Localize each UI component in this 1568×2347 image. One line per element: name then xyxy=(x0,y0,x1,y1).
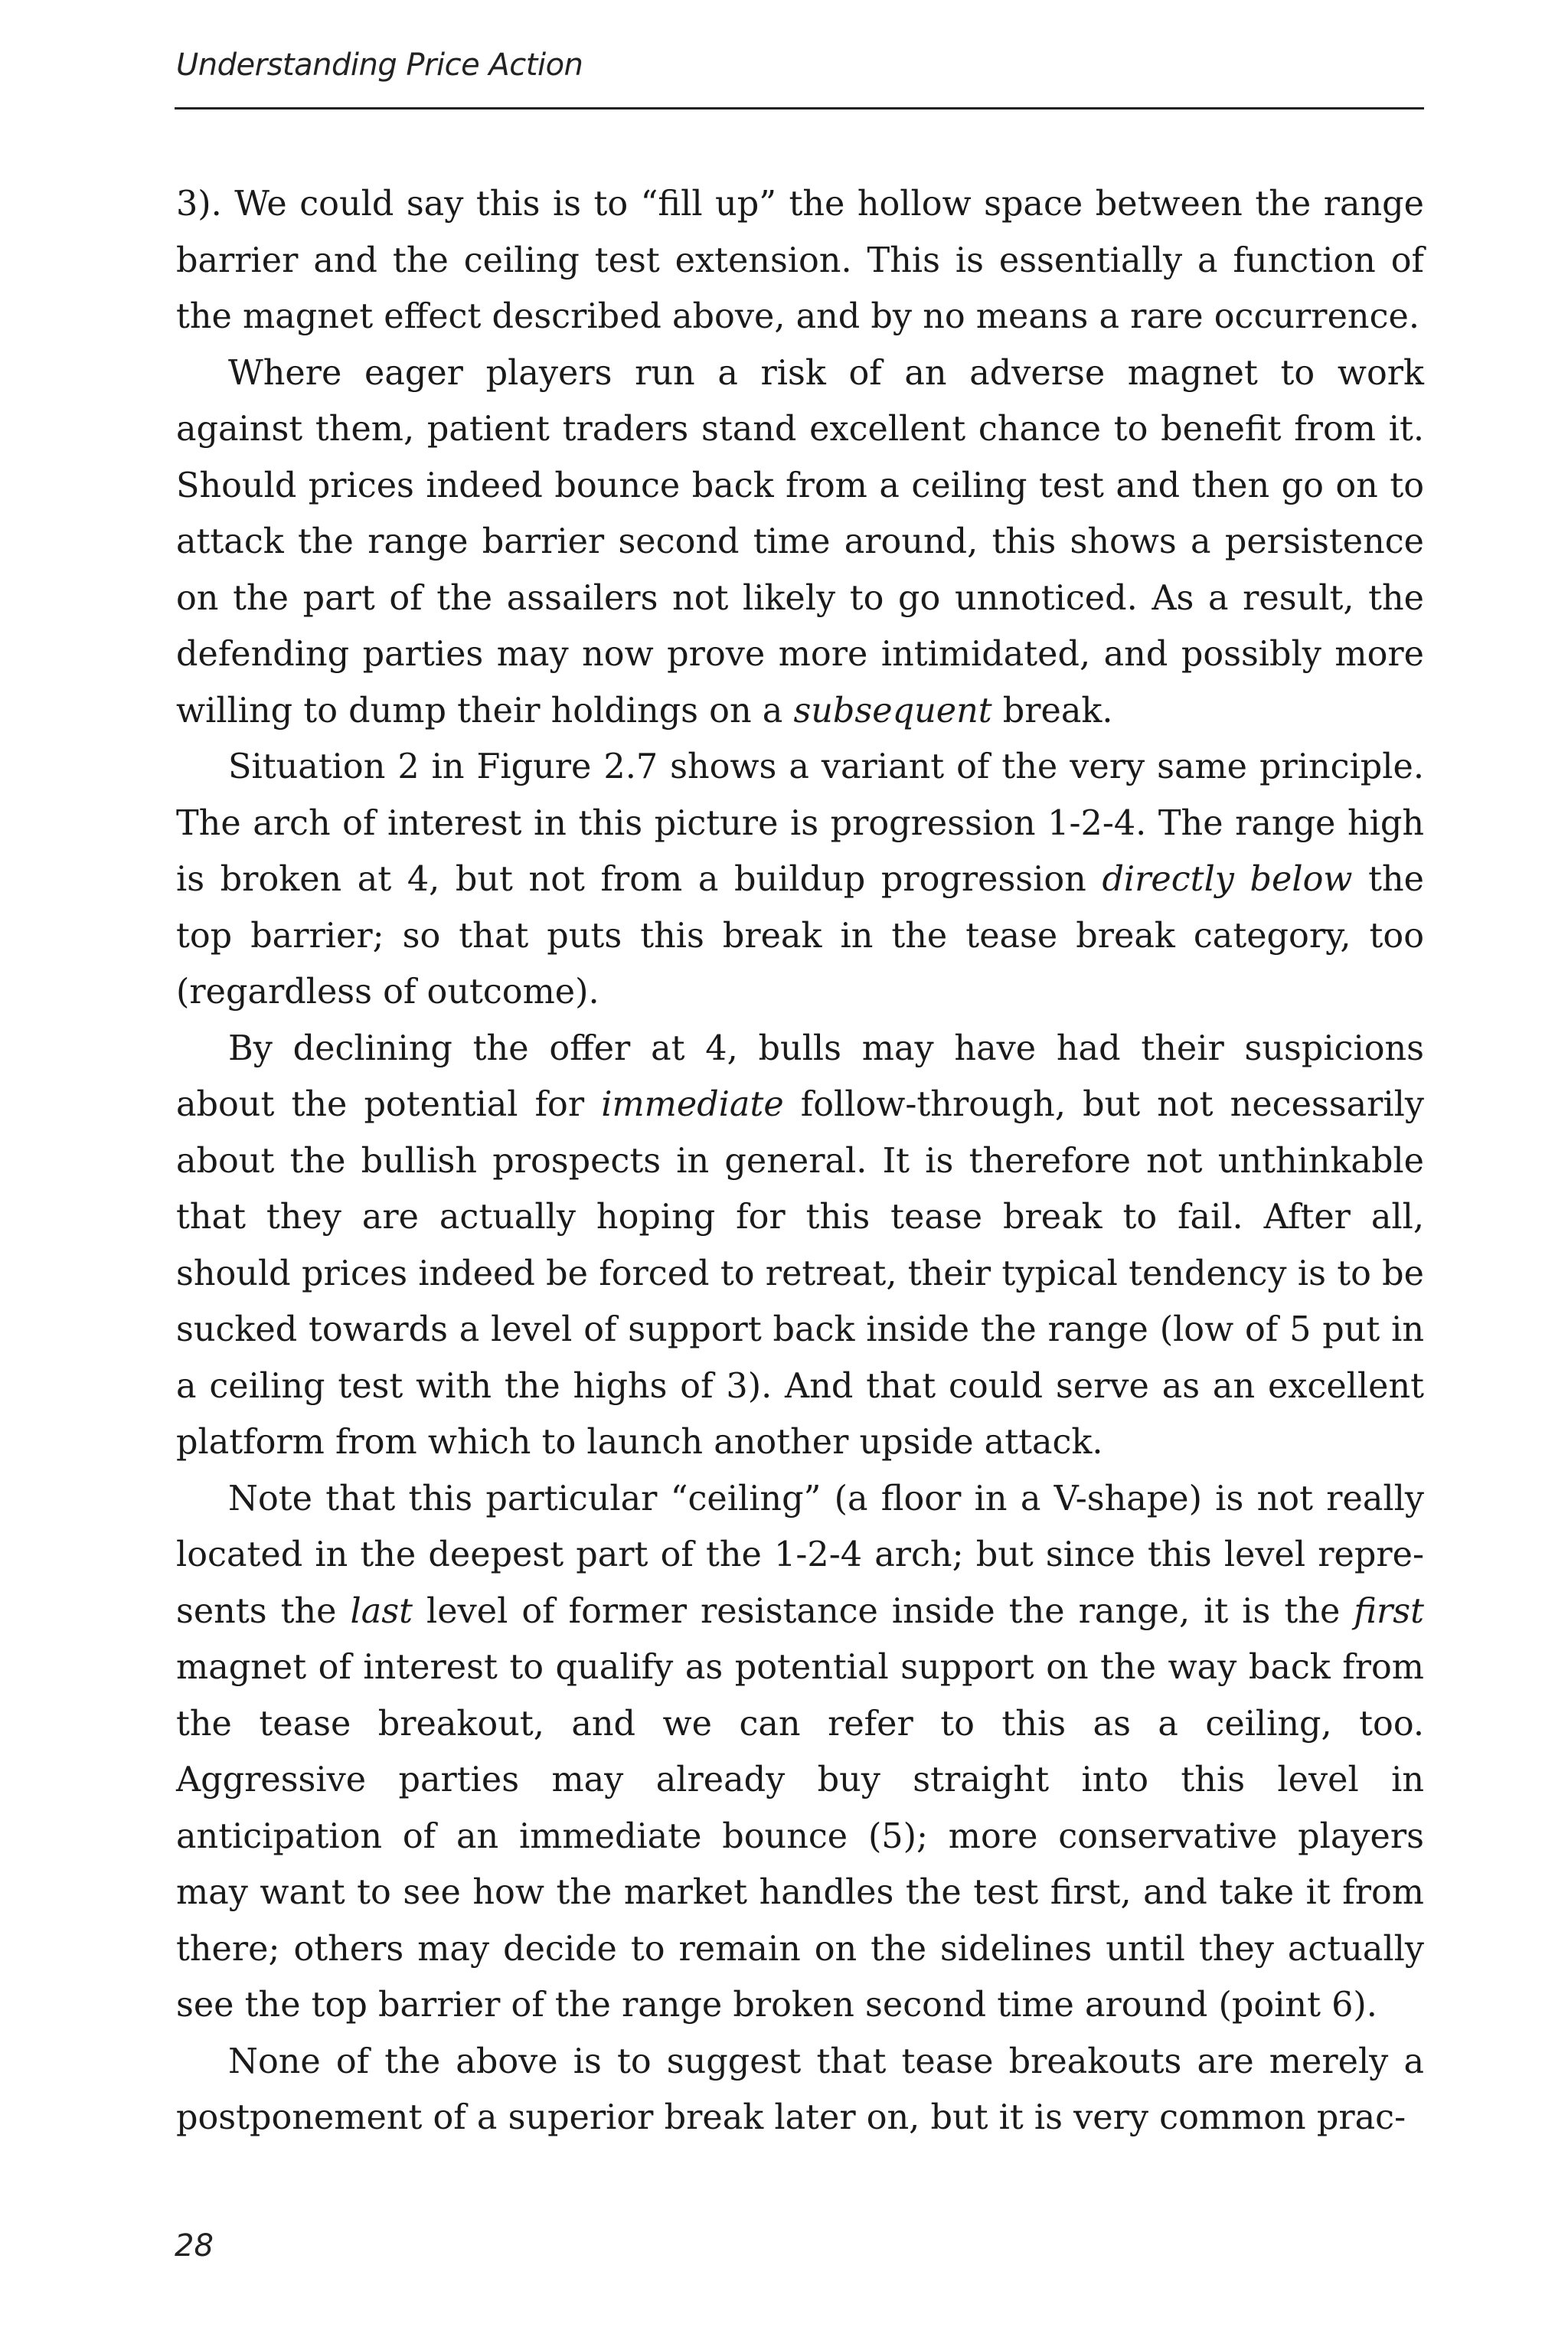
paragraph xyxy=(176,2034,1424,2146)
paragraph xyxy=(176,1021,1424,1471)
emphasis-text: first xyxy=(1354,1591,1425,1631)
text-run: Note that this particular “ceiling” (a floor in a V-shape) is not really located in the deepest part of the 1-2-4 arch; but since this level represents the xyxy=(176,1479,1424,1631)
paragraph xyxy=(176,1471,1424,2034)
text-run: None of the above is to suggest that tease breakouts are merely a postponement of a superior break later on, but it is very common prac- xyxy=(176,2041,1424,2137)
text-run: level of former resistance inside the range, it is the xyxy=(413,1591,1354,1631)
text-run: follow-through, but not necessarily about the bullish prospects in general. It is therefore not unthinkable that they are actually hoping for this tease break to fail. After all, should prices indeed be forced to retreat, their typical tendency is to be sucked towards a level of support back inside the range (low of 5 put in a ceiling test with the highs of 3). And that could serve as an excellent platform from which to launch another upside attack. xyxy=(176,1085,1424,1462)
text-run: 3). We could say this is to “fill up” the hollow space between the range barrier and the ceiling test extension. This is essentially a function of the magnet effect described above, and by no means a rare occurrence. xyxy=(176,185,1424,336)
text-run: magnet of interest to qualify as potential support on the way back from the tease breakout, and we can refer to this as a ceiling, too. Aggressive parties may already buy straight into this level in anticipation of an immediate bounce (5); more conservative players may want to see how the market handles the test first, and take it from there; others may decide to remain on the sidelines until they actually see the top barrier of the range broken second time around (point 6). xyxy=(176,1648,1424,2025)
text-run: break. xyxy=(991,691,1113,731)
header-rule xyxy=(175,107,1424,110)
emphasis-text: last xyxy=(350,1591,413,1631)
text-run: the top barrier; so that puts this break in the tease break category, too (regardless of outcome). xyxy=(176,860,1424,1012)
text-run: Situation 2 in Figure 2.7 shows a variant of the very same principle. The arch of interest in this picture is progression 1-2-4. The range high is broken at 4, but not from a buildup progression xyxy=(176,747,1424,899)
text-run: Where eager players run a risk of an adverse magnet to work against them, patient traders stand excellent chance to benefit from it. Should prices indeed bounce back from a ceiling test and then go on to attack the range barrier second time around, this shows a persistence on the part of the assailers not likely to go unnoticed. As a result, the defending parties may now prove more intimidated, and possibly more willing to dump their holdings on a xyxy=(176,353,1424,731)
page-number: 28 xyxy=(175,2228,214,2264)
paragraph xyxy=(176,739,1424,1021)
paragraph xyxy=(176,345,1424,740)
body-text xyxy=(176,176,1424,2146)
paragraph xyxy=(176,176,1424,345)
emphasis-text: immediate xyxy=(601,1085,784,1124)
emphasis-text: directly below xyxy=(1102,860,1353,899)
running-head: Understanding Price Action xyxy=(176,47,583,83)
emphasis-text: subsequent xyxy=(793,691,992,731)
text-run: By declining the offer at 4, bulls may have had their suspicions about the potential for xyxy=(176,1028,1424,1124)
